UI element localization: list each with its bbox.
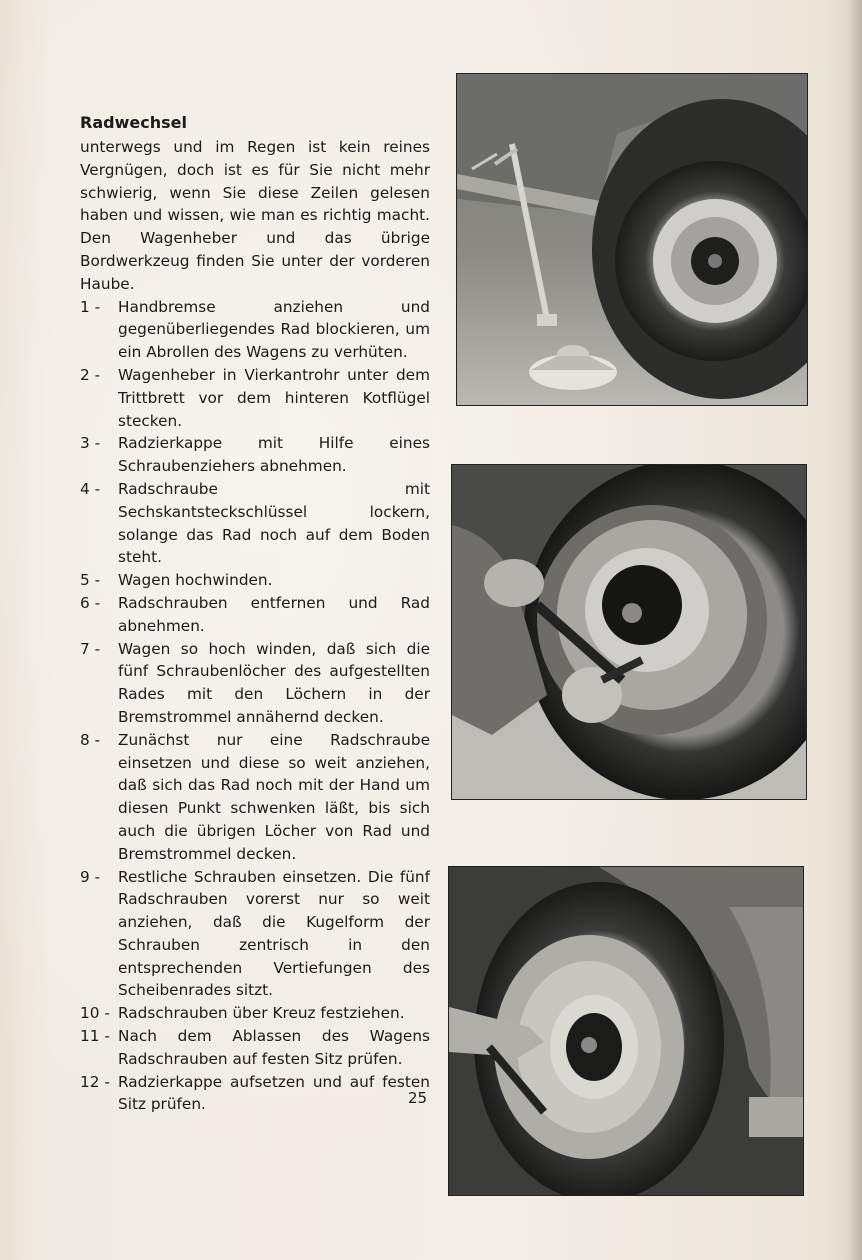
step-text: Radschrauben über Kreuz festziehen. xyxy=(118,1004,405,1023)
step-text: Nach dem Ablassen des Wagens Radschrauben auf festen Sitz prüfen. xyxy=(118,1027,430,1068)
step-text: Handbremse anziehen und gegenüberliegendes Rad blockieren, um ein Abrollen des Wagens zu verhüten. xyxy=(118,297,430,362)
step-text: Wagen hochwinden. xyxy=(118,571,273,590)
instruction-step xyxy=(80,478,430,569)
step-number: 8 - xyxy=(80,730,101,749)
step-number: 11 - xyxy=(80,1027,110,1046)
page-number: 25 xyxy=(408,1089,428,1107)
instruction-step xyxy=(80,1025,430,1071)
step-number: 9 - xyxy=(80,867,101,886)
photo-fitting-hubcap xyxy=(448,866,804,1196)
instruction-step xyxy=(80,432,430,478)
instruction-step xyxy=(80,592,430,638)
instruction-step xyxy=(80,729,430,866)
step-text: Radschrauben entfernen und Rad abnehmen. xyxy=(118,593,430,635)
instruction-step xyxy=(80,569,430,592)
step-number: 10 - xyxy=(80,1004,110,1023)
instruction-step xyxy=(80,1071,430,1117)
text-column xyxy=(80,112,430,1116)
instruction-step xyxy=(80,296,430,364)
step-number: 6 - xyxy=(80,593,101,612)
step-text: Wagenheber in Vierkantrohr unter dem Trittbrett vor dem hinteren Kotflügel stecken. xyxy=(118,365,430,430)
instruction-step xyxy=(80,1002,430,1025)
step-number: 12 - xyxy=(80,1072,110,1091)
step-number: 1 - xyxy=(80,297,101,316)
step-number: 3 - xyxy=(80,434,101,453)
step-number: 2 - xyxy=(80,365,101,384)
instruction-steps xyxy=(80,296,430,1117)
instruction-step xyxy=(80,638,430,729)
intro-paragraph: unterwegs und im Regen ist kein reines Vergnügen, doch ist es für Sie nicht mehr schwierig, wenn Sie diese Zeilen gelesen haben und wissen, wie man es richtig macht. Den Wagenheber und das übrige Bordwerkzeug finden Sie unter der vorderen Haube. xyxy=(80,138,430,293)
step-number: 7 - xyxy=(80,639,101,658)
step-text: Restliche Schrauben einsetzen. Die fünf Radschrauben vorerst nur so weit anziehen, daß die Kugelform der Schrauben zentrisch in den entsprechenden Vertiefungen des Scheibenrades sitzt. xyxy=(118,867,430,1000)
step-text: Wagen so hoch winden, daß sich die fünf Schraubenlöcher des aufgestellten Rades mit den Löchern in der Bremstrommel annähernd decken. xyxy=(118,639,430,726)
instruction-step xyxy=(80,364,430,432)
step-text: Radschraube mit Sechskantsteckschlüssel lockern, solange das Rad noch auf dem Boden steht. xyxy=(118,479,430,567)
step-text: Radzierkappe aufsetzen und auf festen Sitz prüfen. xyxy=(118,1072,430,1114)
section-heading: Radwechsel xyxy=(80,113,187,132)
instruction-step xyxy=(80,866,430,1003)
step-text: Zunächst nur eine Radschraube einsetzen und diese so weit anziehen, daß sich das Rad noch mit der Hand um diesen Punkt schwenken läßt, bis sich auch die übrigen Löcher von Rad und Bremstrommel decken. xyxy=(118,730,430,863)
step-number: 5 - xyxy=(80,571,101,590)
photo-jack-and-hubcap xyxy=(456,73,808,406)
step-number: 4 - xyxy=(80,479,101,498)
step-text: Radzierkappe mit Hilfe eines Schraubenziehers abnehmen. xyxy=(118,434,430,476)
photo-loosening-wheel-bolts xyxy=(451,464,807,800)
page-edge-shadow xyxy=(848,0,862,1260)
